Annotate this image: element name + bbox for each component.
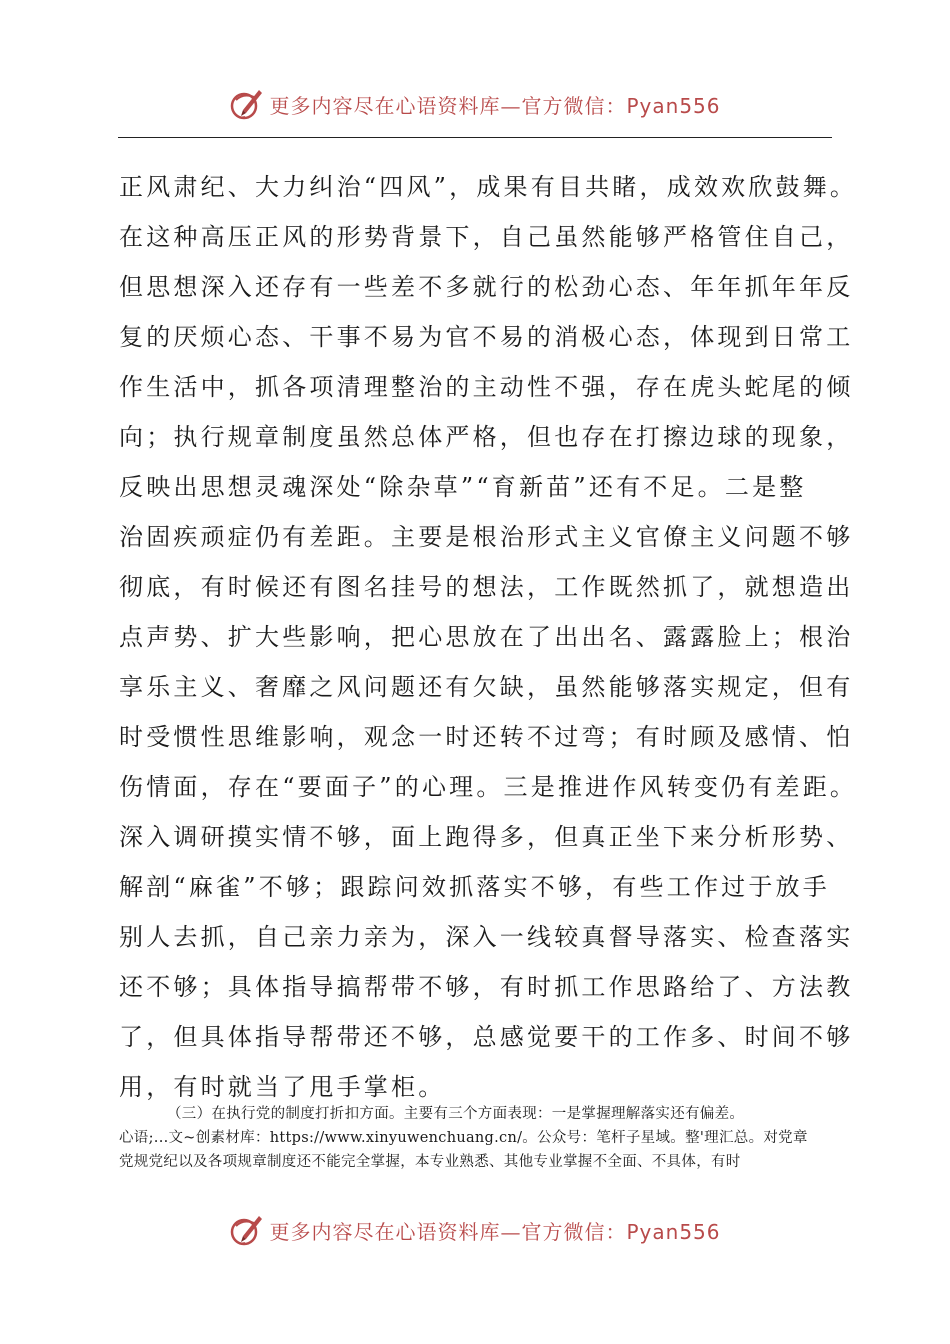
- body-line: 在这种高压正风的形势背景下，自己虽然能够严格管住自己，: [119, 223, 854, 251]
- body-line: 了，但具体指导帮带还不够，总感觉要干的工作多、时间不够: [119, 1023, 854, 1051]
- footer-brand-label: 更多内容尽在心语资料库—官方微信：: [269, 1219, 627, 1244]
- body-line: 用，有时就当了甩手掌柜。: [119, 1073, 446, 1101]
- body-line: 还不够；具体指导搞帮带不够，有时抓工作思路给了、方法教: [119, 973, 854, 1001]
- pen-logo-icon: [229, 86, 265, 122]
- pen-logo-icon: [229, 1212, 265, 1248]
- body-line: 时受惯性思维影响，观念一时还转不过弯；有时顾及感情、怕: [119, 723, 854, 751]
- body-line: 但思想深入还存有一些差不多就行的松劲心态、年年抓年年反: [119, 273, 854, 301]
- footer-brand-text: [269, 1216, 720, 1245]
- header-brand-label: 更多内容尽在心语资料库—官方微信：: [269, 93, 627, 118]
- body-paragraph: [119, 162, 858, 1112]
- body-line: 伤情面，存在“要面子”的心理。三是推进作风转变仍有差距。: [119, 773, 858, 801]
- body-line: 享乐主义、奢靡之风问题还有欠缺，虽然能够落实规定，但有: [119, 673, 854, 701]
- body-line: 正风肃纪、大力纠治“四风”，成果有目共睹，成效欢欣鼓舞。: [119, 173, 858, 201]
- body-line: 彻底，有时候还有图名挂号的想法，工作既然抓了，就想造出: [119, 573, 854, 601]
- header-brand-text: [269, 90, 720, 119]
- body-line: 深入调研摸实情不够，面上跑得多，但真正坐下来分析形势、: [119, 823, 854, 851]
- body-line: 向；执行规章制度虽然总体严格，但也存在打擦边球的现象，: [119, 423, 854, 451]
- body-line: 反映出思想灵魂深处“除杂草”“育新苗”还有不足。二是整: [119, 473, 807, 501]
- body-line: 别人去抓，自己亲力亲为，深入一线较真督导落实、检查落实: [119, 923, 854, 951]
- body-line: 作生活中，抓各项清理整治的主动性不强，存在虎头蛇尾的倾: [119, 373, 854, 401]
- small-paragraph: [119, 1102, 839, 1174]
- header-brand: [0, 84, 950, 124]
- body-line: 解剖“麻雀”不够；跟踪问效抓落实不够，有些工作过于放手: [119, 873, 830, 901]
- body-line: 复的厌烦心态、干事不易为官不易的消极心态，体现到日常工: [119, 323, 854, 351]
- small-line: 党规党纪以及各项规章制度还不能完全掌握，本专业熟悉、其他专业掌握不全面、不具体，有时: [119, 1154, 741, 1170]
- header-rule: [118, 137, 832, 138]
- body-line: 点声势、扩大些影响，把心思放在了出出名、露露脸上；根治: [119, 623, 854, 651]
- small-line: 心语;...文~创素材库：https://www.xinyuwenchuang.cn/。公众号：笔杆子星域。整'理汇总。对党章: [119, 1130, 808, 1146]
- body-line: 治固疾顽症仍有差距。主要是根治形式主义官僚主义问题不够: [119, 523, 854, 551]
- footer-brand: [0, 1210, 950, 1250]
- small-line: （三）在执行党的制度打折扣方面。主要有三个方面表现：一是掌握理解落实还有偏差。: [167, 1106, 745, 1122]
- footer-brand-handle: Pyan556: [626, 1219, 721, 1244]
- header-brand-handle: Pyan556: [626, 93, 721, 118]
